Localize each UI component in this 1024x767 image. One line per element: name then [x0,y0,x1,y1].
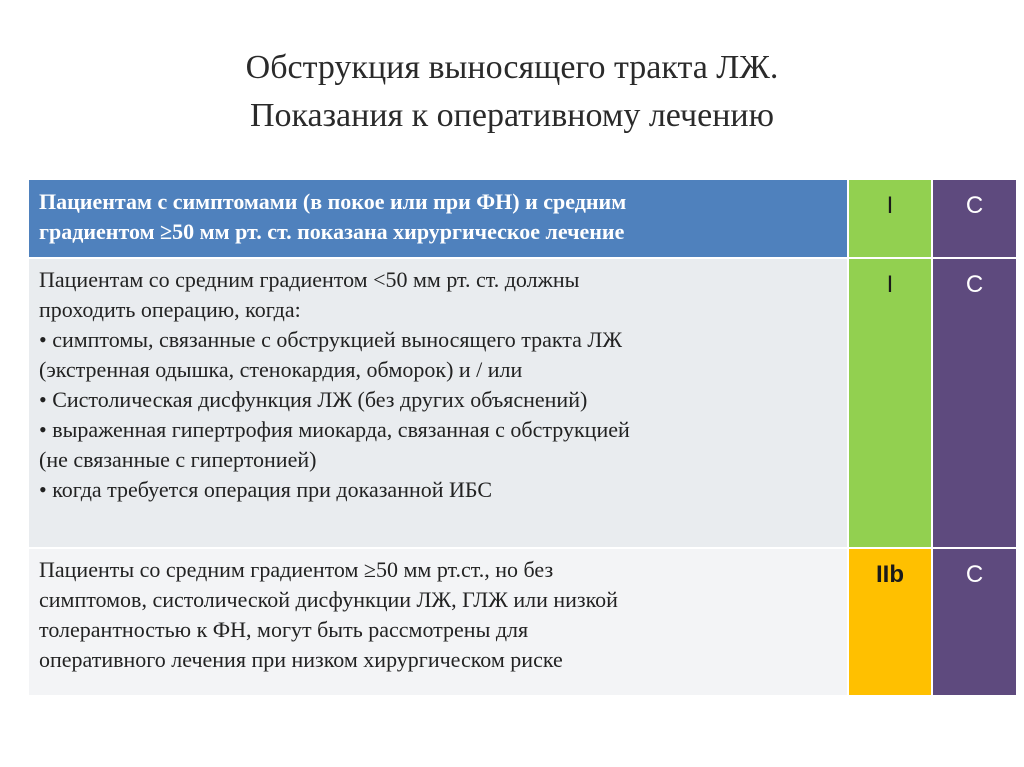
text-line: градиентом ≥50 мм рт. ст. показана хирургическое лечение [39,219,625,244]
text-line: • Систолическая дисфункция ЛЖ (без других объяснений) [39,387,588,412]
class-badge: I [848,258,932,548]
text-line: симптомов, систолической дисфункции ЛЖ, ГЛЖ или низкой [39,587,618,612]
level-badge: C [932,179,1017,258]
recommendation-text [28,548,848,696]
text-line: проходить операцию, когда: [39,297,301,322]
class-badge: IIb [848,548,932,696]
title-line-2: Показания к оперативному лечению [249,97,775,134]
recommendations-table [27,178,1018,697]
text-line: толерантностью к ФН, могут быть рассмотрены для [39,617,529,642]
table-row [28,179,1017,258]
text-line: Пациентам с симптомами (в покое или при ФН) и средним [39,189,627,214]
class-badge: I [848,179,932,258]
recommendation-text [28,258,848,548]
text-line: Пациентам со средним градиентом <50 мм рт. ст. должны [39,267,580,292]
text-line: • когда требуется операция при доказанной ИБС [39,477,493,502]
slide-title [0,44,1024,140]
recommendation-text [28,179,848,258]
text-line: Пациенты со средним градиентом ≥50 мм рт.ст., но без [39,557,554,582]
title-line-1: Обструкция выносящего тракта ЛЖ. [245,49,779,86]
level-badge: C [932,548,1017,696]
table-row [28,548,1017,696]
text-line: оперативного лечения при низком хирургическом риске [39,647,563,672]
text-line: (экстренная одышка, стенокардия, обморок) и / или [39,357,523,382]
text-line: • выраженная гипертрофия миокарда, связанная с обструкцией [39,417,630,442]
text-line: • симптомы, связанные с обструкцией выносящего тракта ЛЖ [39,327,623,352]
table-row [28,258,1017,548]
level-badge: C [932,258,1017,548]
text-line: (не связанные с гипертонией) [39,447,317,472]
